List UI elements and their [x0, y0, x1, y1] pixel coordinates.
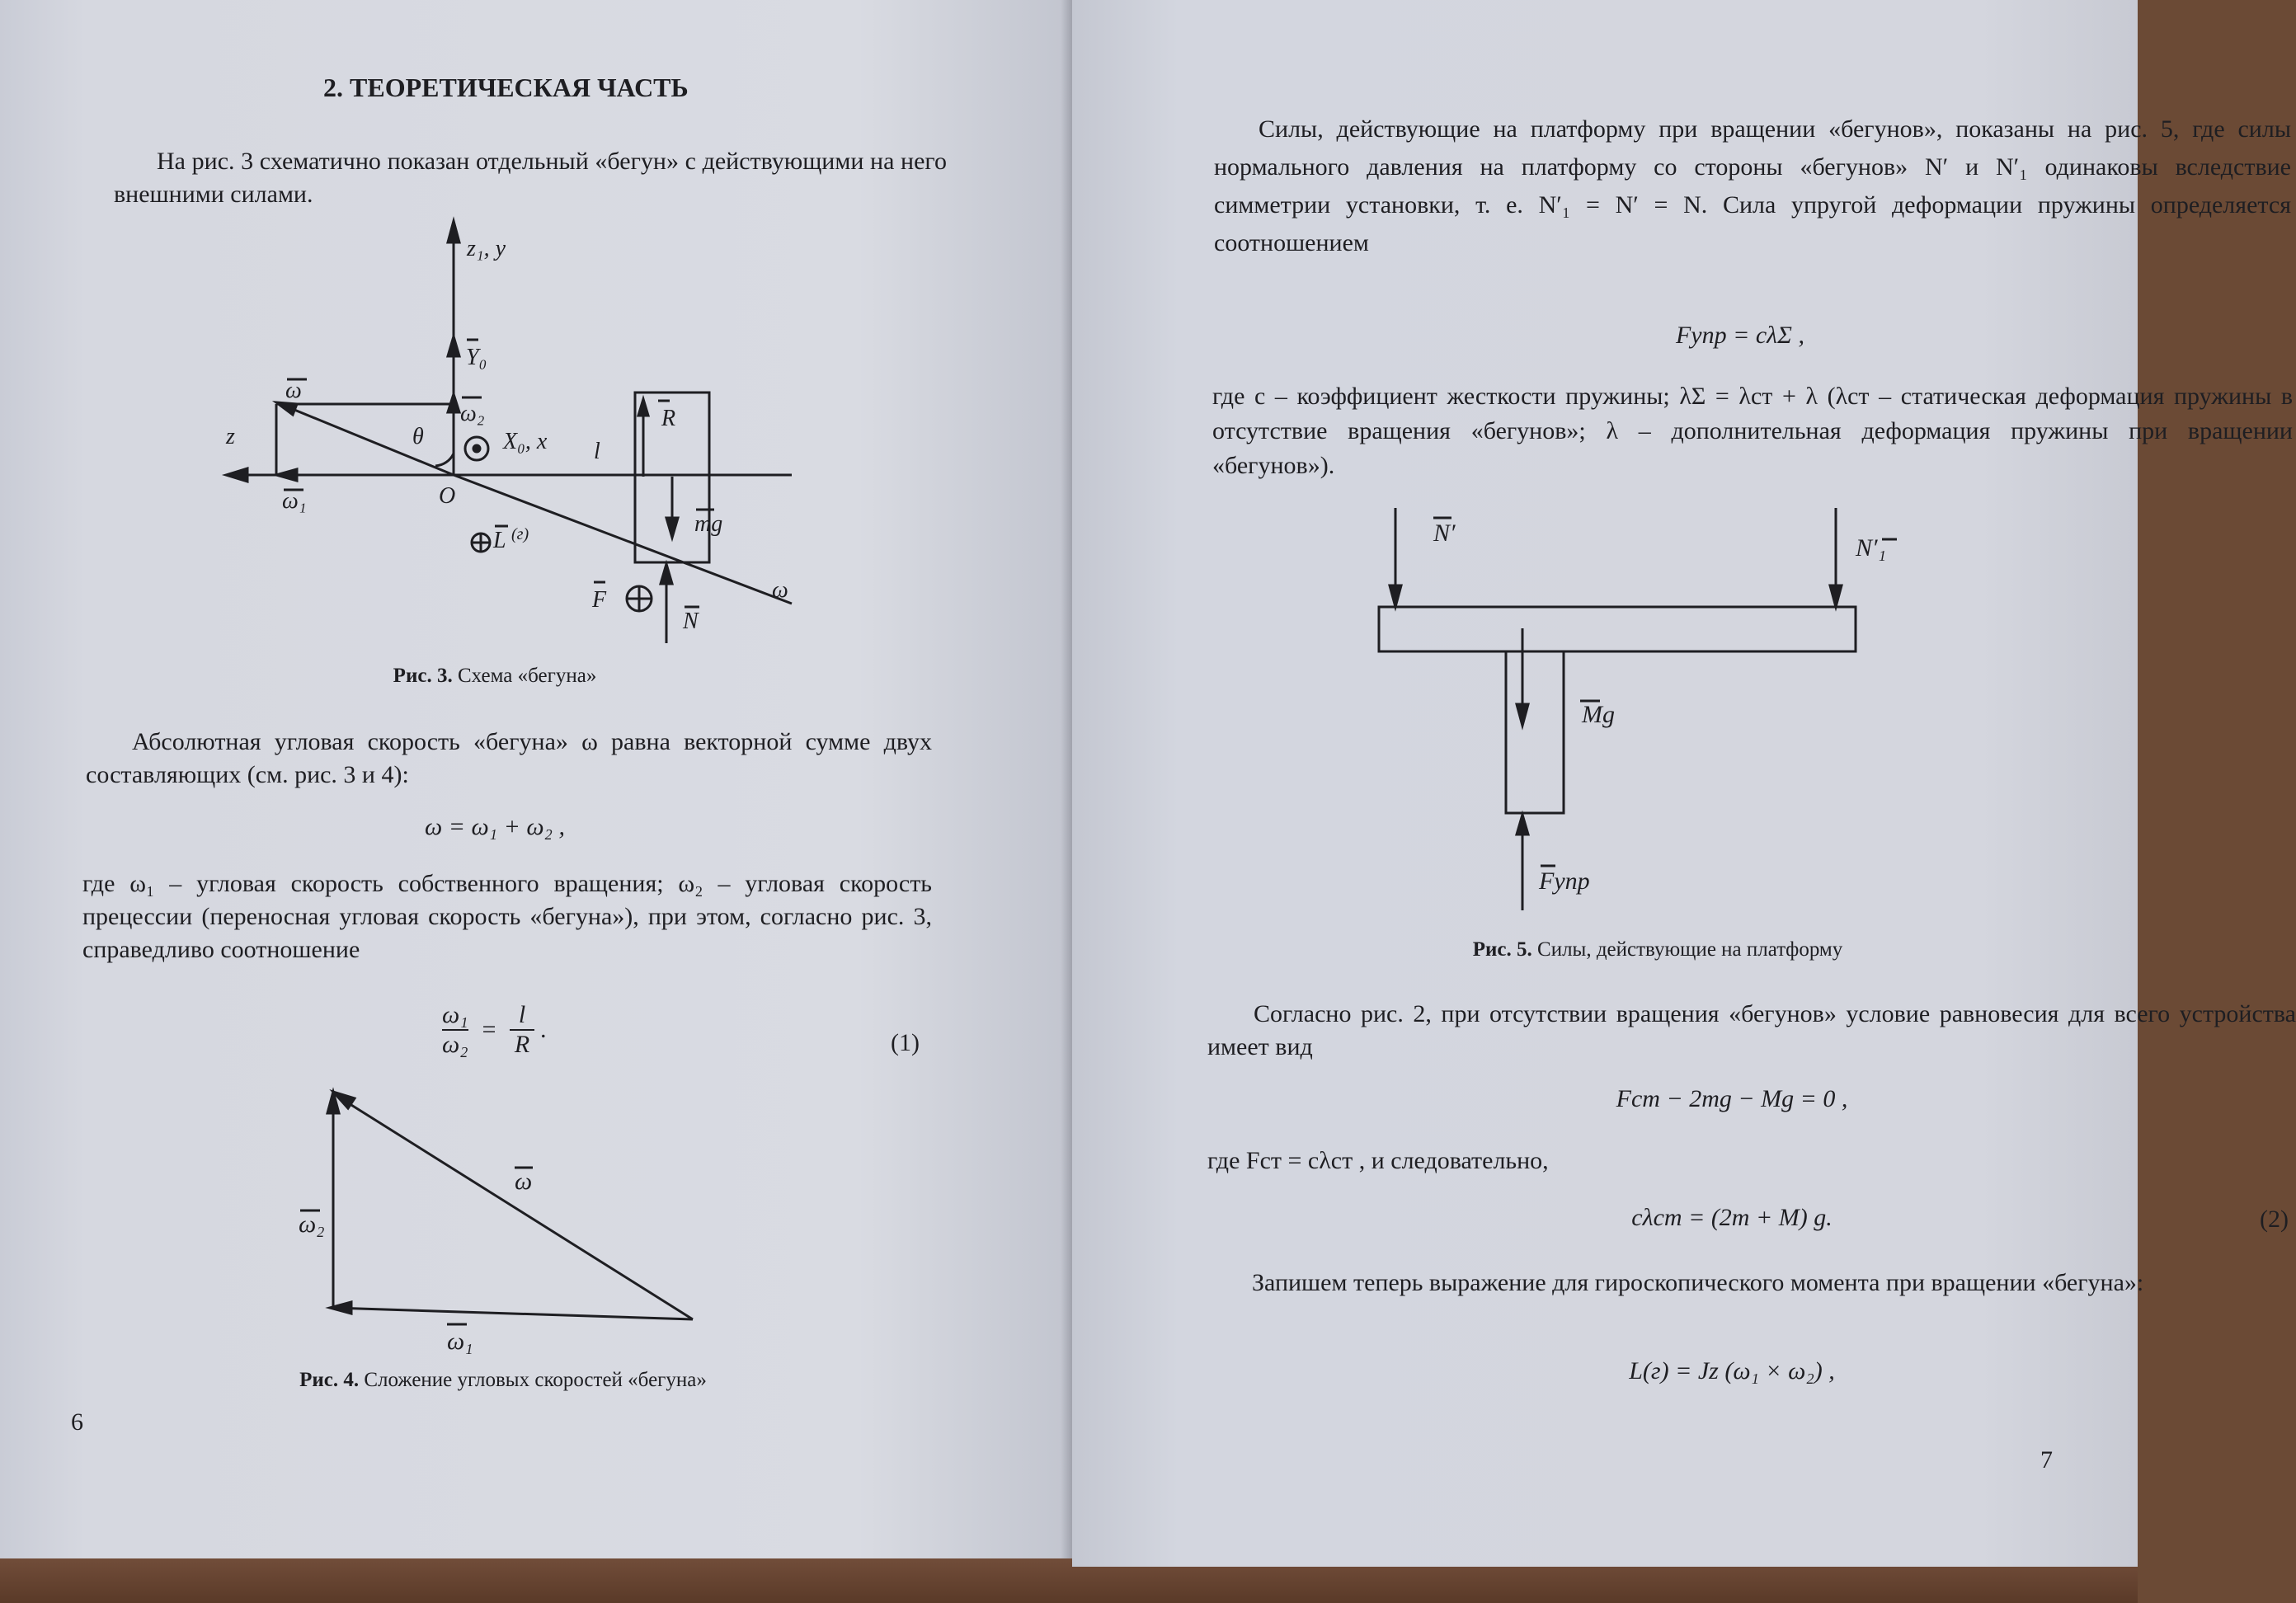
y0-arrowhead [448, 336, 459, 356]
label-N: N [683, 609, 699, 634]
omega1-arrowhead [276, 469, 297, 481]
left-page [0, 0, 1072, 1558]
paragraph-precession: где ω₁ – угловая скорость собственного вращения; ω₂ – угловая скорость прецессии (переносная угловая скорость «бегуна»), при этом, согласно рис. 3, справедливо соотношение [82, 870, 932, 963]
fig5-label-F-upr: Fупр [1539, 867, 1590, 895]
label-L-sup: (г) [511, 525, 529, 543]
figure-4-velocity-triangle [297, 1080, 709, 1361]
platform-bar [1379, 607, 1856, 651]
label-z: z [226, 424, 235, 449]
paragraph-angular-velocity: Абсолютная угловая скорость «бегуна» ω равна векторной сумме двух составляющих (см. рис. 3 и 4): [86, 728, 932, 788]
figure-5-caption: Рис. 5. Силы, действующие на платформу [1472, 938, 1843, 961]
equation-2: cλст = (2m + M) g. [1631, 1204, 1833, 1231]
paragraph-static-force: где Fст = cλст , и следовательно, [1207, 1147, 1549, 1174]
label-Y0: Y₀ [466, 345, 487, 370]
eq1-den-right: R [510, 1029, 534, 1059]
eq1-num-right: l [518, 1001, 526, 1028]
equation-omega-sum: ω = ω₁ + ω₂ , [425, 813, 565, 840]
label-O: O [439, 483, 456, 509]
fig4-label-omega1: ω₁ [447, 1328, 473, 1355]
section-heading: 2. ТЕОРЕТИЧЕСКАЯ ЧАСТЬ [323, 73, 689, 102]
label-z1y: z₁, y [467, 236, 506, 261]
figure-4-caption: Рис. 4. Сложение угловых скоростей «бегуна» [299, 1369, 707, 1391]
label-omega1: ω₁ [282, 488, 307, 514]
intro-paragraph: На рис. 3 схематично показан отдельный «бегун» с действующими на него внешними силами. [114, 148, 947, 208]
eq1-den-left: ω₂ [442, 1031, 468, 1058]
equation-2-number: (2) [2260, 1206, 2289, 1233]
omega-hypotenuse [338, 1097, 693, 1319]
paragraph-spring-stiffness: где c – коэффициент жесткости пружины; λΣ = λст + λ (λст – статическая деформация пружины в отсутствие вращения «бегунов»; λ – дополнительная деформация пружины при вращении «бегунов»). [1212, 383, 2293, 479]
spring-column [1506, 651, 1564, 813]
label-theta: θ [412, 424, 424, 449]
z-axis-arrowhead [226, 468, 247, 482]
theta-arc [435, 454, 454, 466]
omega-arrowhead [276, 402, 297, 415]
fig5-label-Mg: Mg [1582, 701, 1615, 728]
label-mg: mg [694, 511, 723, 537]
equation-1-number: (1) [891, 1029, 920, 1056]
label-l: l [594, 439, 600, 464]
equation-1: $\frac{\text{ω₁}}{\text{ω₂}}$ = $\frac{l}{R}$ . [442, 1001, 548, 1058]
label-L: L [493, 528, 506, 553]
figure-3-caption: Рис. 3. Схема «бегуна» [393, 665, 597, 687]
paragraph-gyroscopic: Запишем теперь выражение для гироскопического момента при вращении «бегуна»: [1252, 1269, 2144, 1296]
page-number-right: 7 [2040, 1446, 2053, 1474]
fig4-label-omega2: ω₂ [299, 1210, 325, 1238]
label-X0x: X₀, x [503, 429, 548, 454]
label-R: R [661, 406, 676, 431]
omega1-side [333, 1308, 693, 1319]
paragraph-equilibrium: Согласно рис. 2, при отсутствии вращения «бегунов» условие равновесия для всего устройства имеет вид [1207, 1000, 2296, 1060]
eq1-num-left: ω₁ [442, 1001, 468, 1028]
omega-vector [280, 404, 454, 475]
fig5-label-N-prime: N′ [1433, 519, 1456, 547]
fig5-label-N-prime-1: N′₁ [1856, 534, 1887, 562]
figure-5-platform-forces [1369, 495, 1897, 924]
label-omega: ω [285, 378, 302, 403]
eq1-tail: . [540, 1016, 548, 1043]
label-omega-axis: ω [772, 577, 788, 603]
z1-axis-arrowhead [448, 221, 459, 242]
label-F: F [592, 587, 607, 613]
equation-equilibrium: Fст − 2mg − Mg = 0 , [1616, 1085, 1848, 1112]
label-omega2: ω₂ [460, 401, 485, 426]
figure-3-runner-diagram [214, 214, 825, 660]
paragraph-platform-forces: Силы, действующие на платформу при вращении «бегунов», показаны на рис. 5, где силы нормального давления на платформу со стороны «бегунов» N′ и N′₁ одинаковы вследствие симметрии установки, т. е. N′₁ = N′ = N. Сила упругой деформации пружины определяется соотношением [1214, 115, 2291, 256]
right-page [1072, 0, 2296, 1567]
equation-f-upr: Fупр = cλΣ , [1675, 322, 1805, 349]
equation-gyroscopic-moment: L(г) = Jz (ω₁ × ω₂) , [1629, 1357, 1835, 1384]
fig4-label-omega: ω [515, 1168, 533, 1195]
page-number-left: 6 [71, 1408, 83, 1436]
